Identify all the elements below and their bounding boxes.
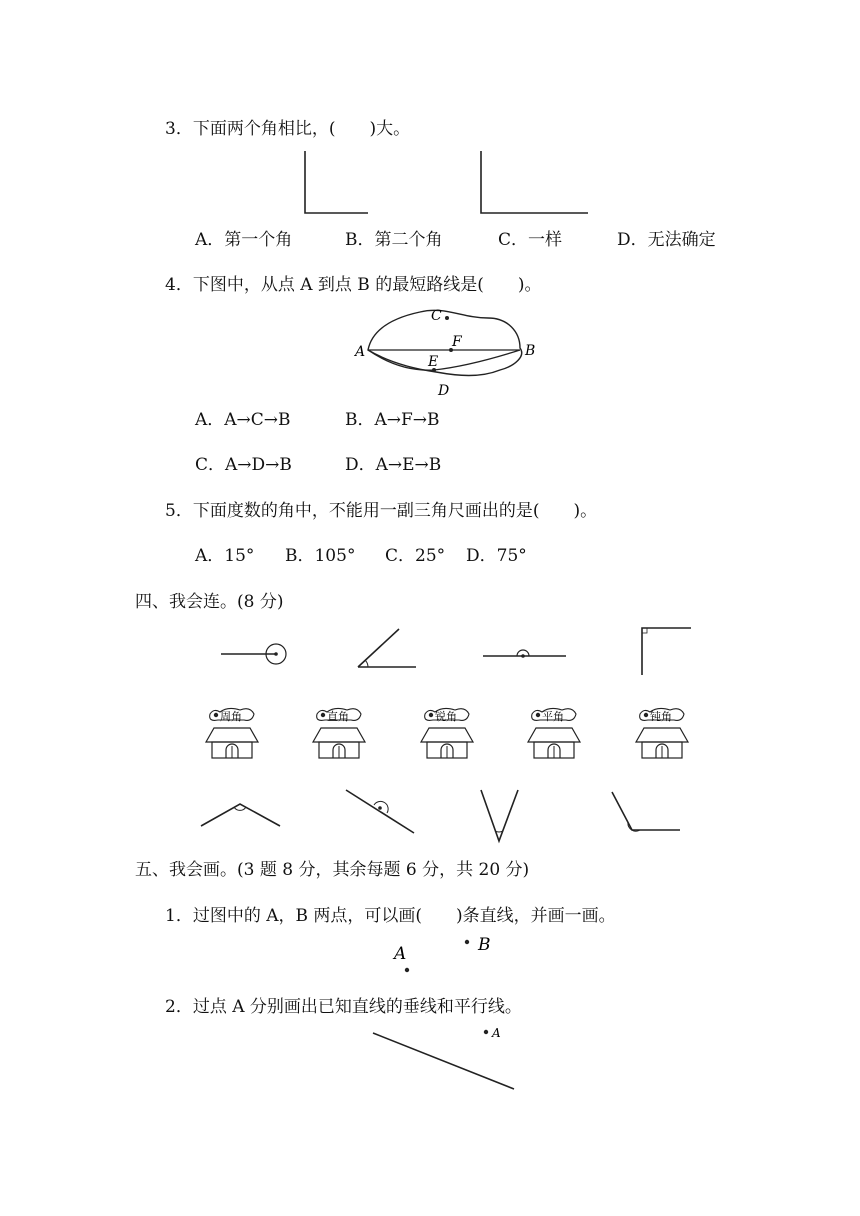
house-label-1: 周角 [220,710,242,723]
q5-option-d[interactable]: D．75° [466,546,527,566]
q5-option-b[interactable]: B．105° [285,546,356,566]
q5-option-a[interactable]: A．15° [195,546,255,566]
q3-stem: 3．下面两个角相比，( )大。 [165,119,411,139]
q4-option-a[interactable]: A．A→C→B [195,410,291,430]
label-a: A [355,344,366,360]
q3-option-a[interactable]: A．第一个角 [195,230,293,250]
label-f: F [452,334,462,350]
section5-q2-stem: 2．过点 A 分别画出已知直线的垂线和平行线。 [165,997,522,1017]
q2-point-a-label: A [492,1026,501,1040]
section5-heading: 五、我会画。(3 题 8 分，其余每题 6 分，共 20 分) [135,860,530,880]
section4-heading: 四、我会连。(8 分) [135,592,284,612]
section5-q1-stem: 1．过图中的 A，B 两点，可以画( )条直线，并画一画。 [165,906,616,926]
q3-option-d[interactable]: D．无法确定 [617,230,716,250]
q4-option-b[interactable]: B．A→F→B [345,410,440,430]
label-e: E [428,354,439,370]
q3-option-b[interactable]: B．第二个角 [345,230,443,250]
q5-option-c[interactable]: C．25° [385,546,446,566]
q4-option-c[interactable]: C．A→D→B [195,455,292,475]
point-b-label: B [478,935,491,955]
q3-option-c[interactable]: C．一样 [498,230,563,250]
point-a-label: A [394,944,407,964]
label-b: B [525,343,536,359]
label-c: C [431,308,442,324]
label-d: D [438,383,450,399]
house-label-5: 钝角 [650,710,672,723]
house-label-3: 锐角 [435,710,457,723]
q5-stem: 5．下面度数的角中，不能用一副三角尺画出的是( )。 [165,501,598,521]
q4-stem: 4．下图中，从点 A 到点 B 的最短路线是( )。 [165,275,542,295]
house-label-4: 平角 [542,710,564,723]
q4-option-d[interactable]: D．A→E→B [345,455,442,475]
house-label-2: 直角 [327,710,349,723]
